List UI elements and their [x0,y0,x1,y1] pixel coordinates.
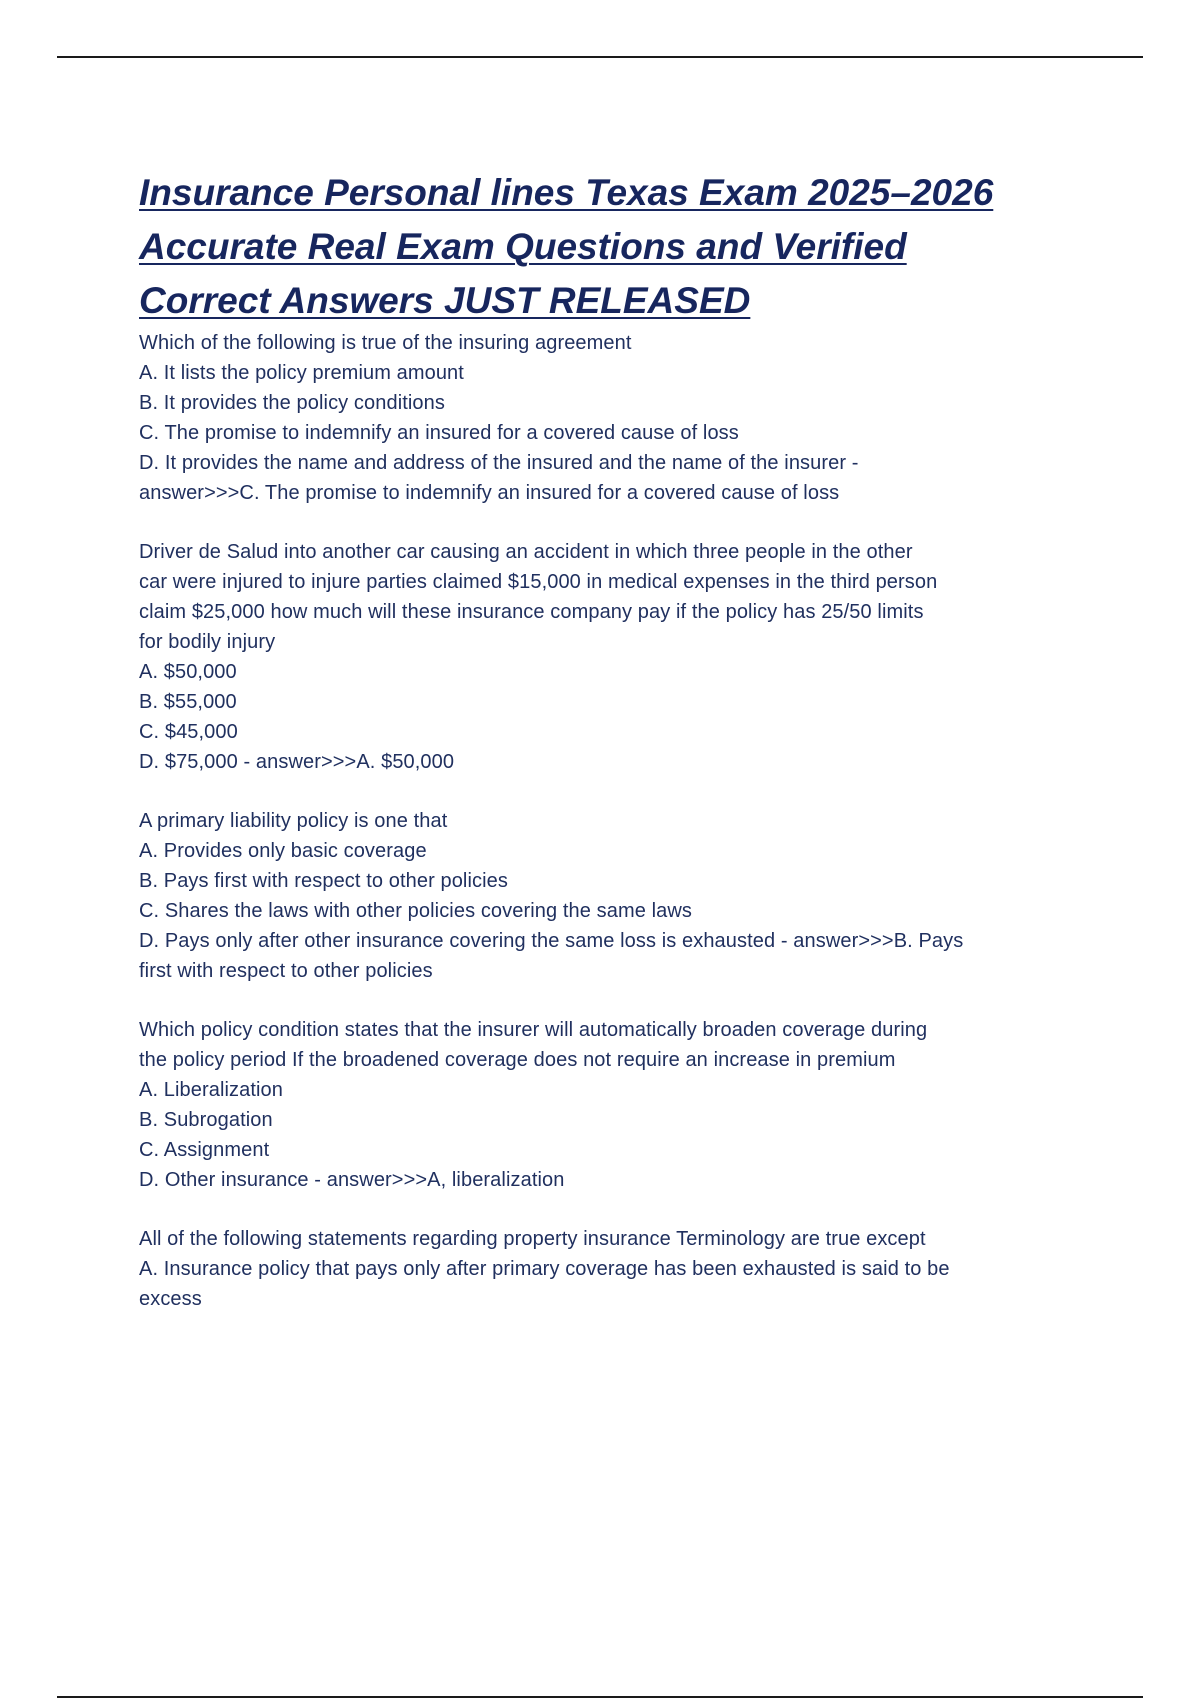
question-text: Which of the following is true of the insuring agreement [139,332,632,354]
answer-option: B. $55,000 [139,691,237,713]
answer-option: A. It lists the policy premium amount [139,362,464,384]
answer-option: B. Pays first with respect to other policies [139,870,508,892]
answer-option: D. Pays only after other insurance covering the same loss is exhausted - answer>>>B. Pays [139,930,964,952]
answer-option: A. Provides only basic coverage [139,840,427,862]
answer-option: D. It provides the name and address of the insured and the name of the insurer - [139,452,859,474]
question-text: All of the following statements regarding property insurance Terminology are true except [139,1228,926,1250]
question-list [139,328,1029,1314]
title-line: Correct Answers JUST RELEASED [139,280,751,321]
top-divider [57,56,1143,58]
correct-answer: first with respect to other policies [139,960,433,982]
answer-option: A. Insurance policy that pays only after primary coverage has been exhausted is said to be [139,1258,950,1280]
title-line: Insurance Personal lines Texas Exam 2025–2026 [139,172,994,213]
document-title [139,166,1029,328]
question-block [139,328,1029,508]
question-text: the policy period If the broadened coverage does not require an increase in premium [139,1049,896,1071]
title-line: Accurate Real Exam Questions and Verified [139,226,907,267]
answer-option: C. Assignment [139,1139,270,1161]
question-text: Driver de Salud into another car causing an accident in which three people in the other [139,541,913,563]
question-text: car were injured to injure parties claimed $15,000 in medical expenses in the third person [139,571,938,593]
answer-option: C. Shares the laws with other policies covering the same laws [139,900,693,922]
question-text: Which policy condition states that the insurer will automatically broaden coverage during [139,1019,928,1041]
document-body [139,166,1029,1343]
answer-option: A. $50,000 [139,661,237,683]
correct-answer: answer>>>C. The promise to indemnify an insured for a covered cause of loss [139,482,840,504]
answer-option: B. Subrogation [139,1109,273,1131]
question-block [139,1015,1029,1195]
question-text: A primary liability policy is one that [139,810,448,832]
answer-option: excess [139,1288,202,1310]
answer-option: B. It provides the policy conditions [139,392,445,414]
question-text: for bodily injury [139,631,276,653]
bottom-divider [57,1696,1143,1698]
question-block [139,1224,1029,1314]
question-block [139,806,1029,986]
answer-option: C. $45,000 [139,721,238,743]
answer-option: C. The promise to indemnify an insured for a covered cause of loss [139,422,739,444]
correct-answer: D. Other insurance - answer>>>A, liberalization [139,1169,565,1191]
question-text: claim $25,000 how much will these insurance company pay if the policy has 25/50 limits [139,601,924,623]
correct-answer: D. $75,000 - answer>>>A. $50,000 [139,751,455,773]
answer-option: A. Liberalization [139,1079,284,1101]
question-block [139,537,1029,777]
